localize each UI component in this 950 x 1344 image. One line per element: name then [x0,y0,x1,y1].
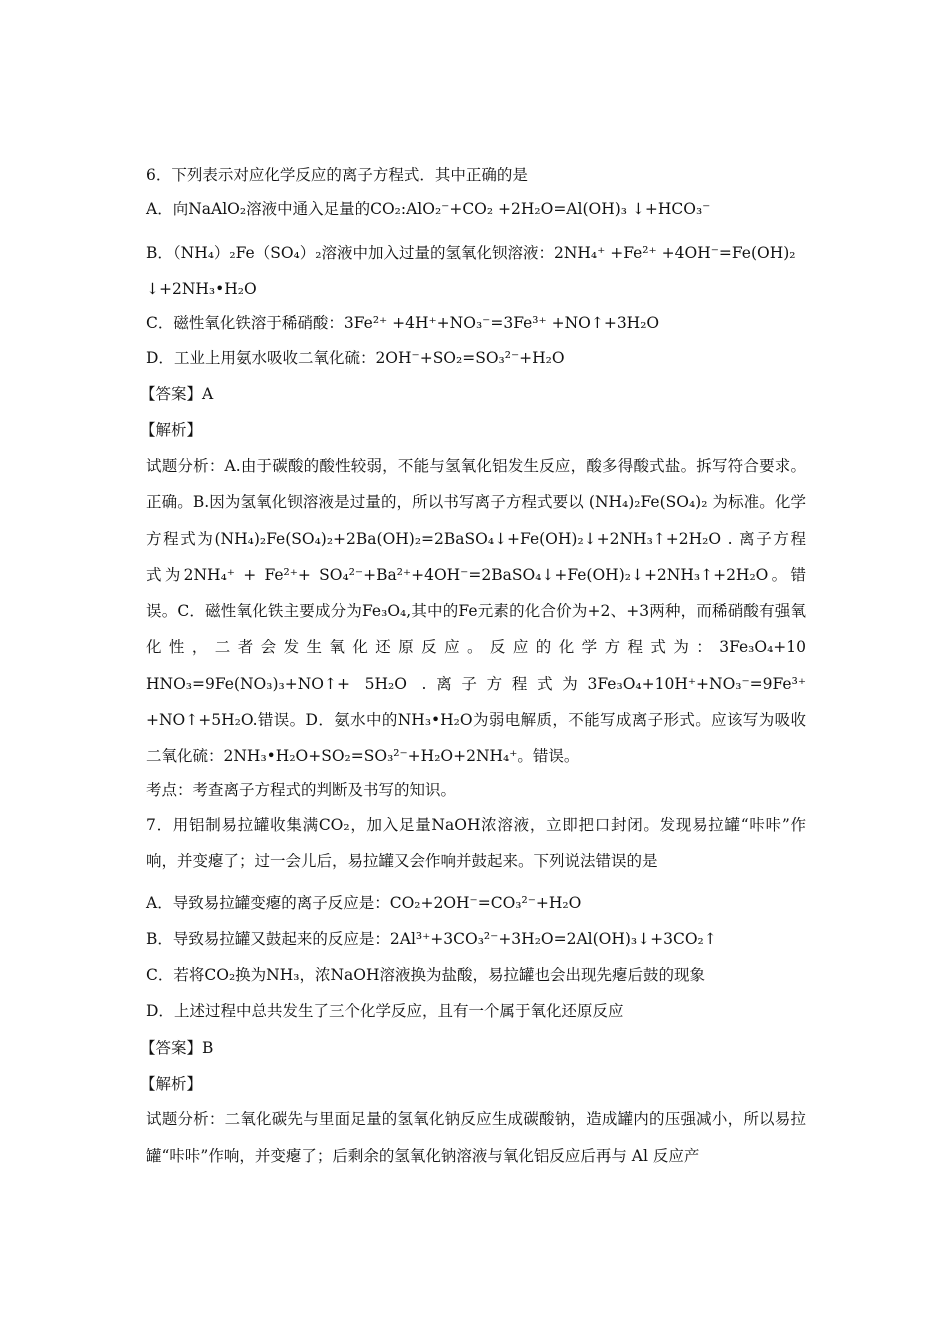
option-text: 上述过程中总共发生了三个化学反应，且有一个属于氧化还原反应 [173,1002,624,1020]
option-text: 若将CO₂换为NH₃，浓NaOH溶液换为盐酸，易拉罐也会出现先瘪后鼓的现象 [173,966,705,984]
question-7-stem: 7．用铝制易拉罐收集满CO₂，加入足量NaOH浓溶液，立即把口封闭。发现易拉罐“咔咔”作响，并变瘪了；过一会儿后，易拉罐又会作响并鼓起来。下列说法错误的是 [146,816,806,870]
option-text: （NH₄）₂Fe（SO₄）₂溶液中加入过量的氢氧化钡溶液：2NH₄⁺ +Fe²⁺ +4OH⁻=Fe(OH)₂ ↓+2NH₃•H₂O [146,244,796,298]
question-7-answer: 【答案】B [140,1039,214,1057]
question-6-option-a [146,199,710,219]
option-label: A． [146,894,173,912]
question-7-option-b [146,929,717,949]
question-7-option-c [146,965,705,985]
option-text: 向NaAlO₂溶液中通入足量的CO₂:AlO₂⁻+CO₂ +2H₂O=Al(OH)₃ ↓+HCO₃⁻ [172,200,711,218]
option-text: 工业上用氨水吸收二氧化硫：2OH⁻+SO₂=SO₃²⁻+H₂O [173,349,565,367]
question-6-option-d [146,348,565,368]
question-6-analysis: 试题分析：A.由于碳酸的酸性较弱，不能与氢氧化铝发生反应，酸多得酸式盐。拆写符合要求。正确。B.因为氢氧化钡溶液是过量的，所以书写离子方程式要以 (NH₄)₂Fe(SO₄)₂ 为标准。化学方程式为(NH₄)₂Fe(SO₄)₂+2Ba(OH)₂=2BaSO₄↓+Fe(OH)₂↓+2NH₃↑+2H₂O . 离子方程式为2NH₄⁺ + Fe²⁺+ SO₄²⁻+Ba²⁺+4OH⁻=2BaSO₄↓+Fe(OH)₂↓+2NH₃↑+2H₂O。错误。C．磁性氧化铁主要成分为Fe₃O₄,其中的Fe元素的化合价为+2、+3两种，而稀硝酸有强氧化性，二者会发生氧化还原反应。反应的化学方程式为：3Fe₃O₄+10 HNO₃=9Fe(NO₃)₃+NO↑+ 5H₂O .离子方程式为3Fe₃O₄+10H⁺+NO₃⁻=9Fe³⁺ +NO↑+5H₂O.错误。D．氨水中的NH₃•H₂O为弱电解质，不能写成离子形式。应该写为吸收二氧化硫：2NH₃•H₂O+SO₂=SO₃²⁻+H₂O+2NH₄⁺。错误。 [146,457,806,766]
question-6-kaodian: 考点：考查离子方程式的判断及书写的知识。 [146,781,457,799]
option-label: B． [146,930,173,948]
option-label: A． [146,200,173,218]
option-label: D． [146,349,174,367]
question-7-option-a [146,893,581,913]
option-text: 导致易拉罐变瘪的离子反应是：CO₂+2OH⁻=CO₃²⁻+H₂O [172,894,582,912]
question-6-option-c [146,313,659,333]
option-label: B． [146,244,173,262]
option-text: 磁性氧化铁溶于稀硝酸：3Fe²⁺ +4H⁺+NO₃⁻=3Fe³⁺ +NO↑+3H₂O [173,314,660,332]
option-label: C． [146,966,174,984]
option-label: D． [146,1002,174,1020]
option-label: C． [146,314,174,332]
question-6-analysis-header: 【解析】 [140,421,203,439]
question-6-option-b [146,235,806,307]
question-6-answer: 【答案】A [140,385,214,403]
question-7-analysis: 试题分析：二氧化碳先与里面足量的氢氧化钠反应生成碳酸钠，造成罐内的压强减小，所以易拉罐“咔咔”作响，并变瘪了；后剩余的氢氧化钠溶液与氧化铝反应后再与 Al 反应产 [146,1110,806,1165]
question-6-stem: 6．下列表示对应化学反应的离子方程式．其中正确的是 [146,166,528,184]
question-7-analysis-header: 【解析】 [140,1075,203,1093]
option-text: 导致易拉罐又鼓起来的反应是：2Al³⁺+3CO₃²⁻+3H₂O=2Al(OH)₃↓+3CO₂↑ [172,930,717,948]
question-7-option-d [146,1001,623,1021]
